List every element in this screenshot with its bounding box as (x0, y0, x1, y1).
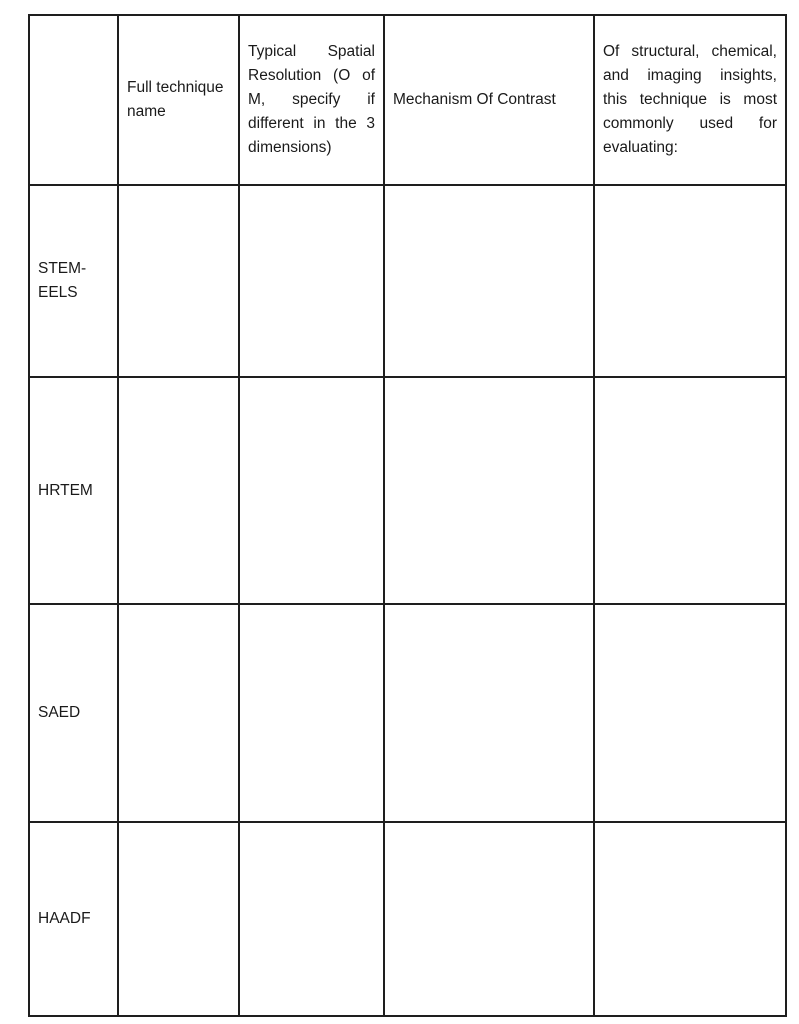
header-row (29, 15, 786, 185)
cell-contrast[interactable] (384, 377, 594, 604)
cell-full-name[interactable] (118, 604, 239, 822)
cell-insights[interactable] (594, 822, 786, 1016)
cell-resolution[interactable] (239, 822, 384, 1016)
row-label-haadf: HAADF (29, 822, 118, 1016)
cell-insights[interactable] (594, 185, 786, 377)
header-blank-cell (29, 15, 118, 185)
table-row (29, 822, 786, 1016)
cell-full-name[interactable] (118, 185, 239, 377)
cell-insights[interactable] (594, 377, 786, 604)
header-insights-evaluated: Of structural, chemical, and imaging insights, this technique is most commonly used for evaluating: (594, 15, 786, 185)
table-row (29, 604, 786, 822)
cell-resolution[interactable] (239, 377, 384, 604)
row-label-saed: SAED (29, 604, 118, 822)
table-row (29, 185, 786, 377)
header-mechanism-of-contrast: Mechanism Of Contrast (384, 15, 594, 185)
cell-full-name[interactable] (118, 822, 239, 1016)
header-spatial-resolution: Typical Spatial Resolution (O of M, specify if different in the 3 dimensions) (239, 15, 384, 185)
cell-full-name[interactable] (118, 377, 239, 604)
cell-insights[interactable] (594, 604, 786, 822)
cell-contrast[interactable] (384, 822, 594, 1016)
cell-resolution[interactable] (239, 604, 384, 822)
cell-resolution[interactable] (239, 185, 384, 377)
row-label-stem-eels: STEM-EELS (29, 185, 118, 377)
techniques-table (28, 14, 787, 1017)
cell-contrast[interactable] (384, 185, 594, 377)
header-full-technique-name: Full technique name (118, 15, 239, 185)
row-label-hrtem: HRTEM (29, 377, 118, 604)
table-row (29, 377, 786, 604)
cell-contrast[interactable] (384, 604, 594, 822)
